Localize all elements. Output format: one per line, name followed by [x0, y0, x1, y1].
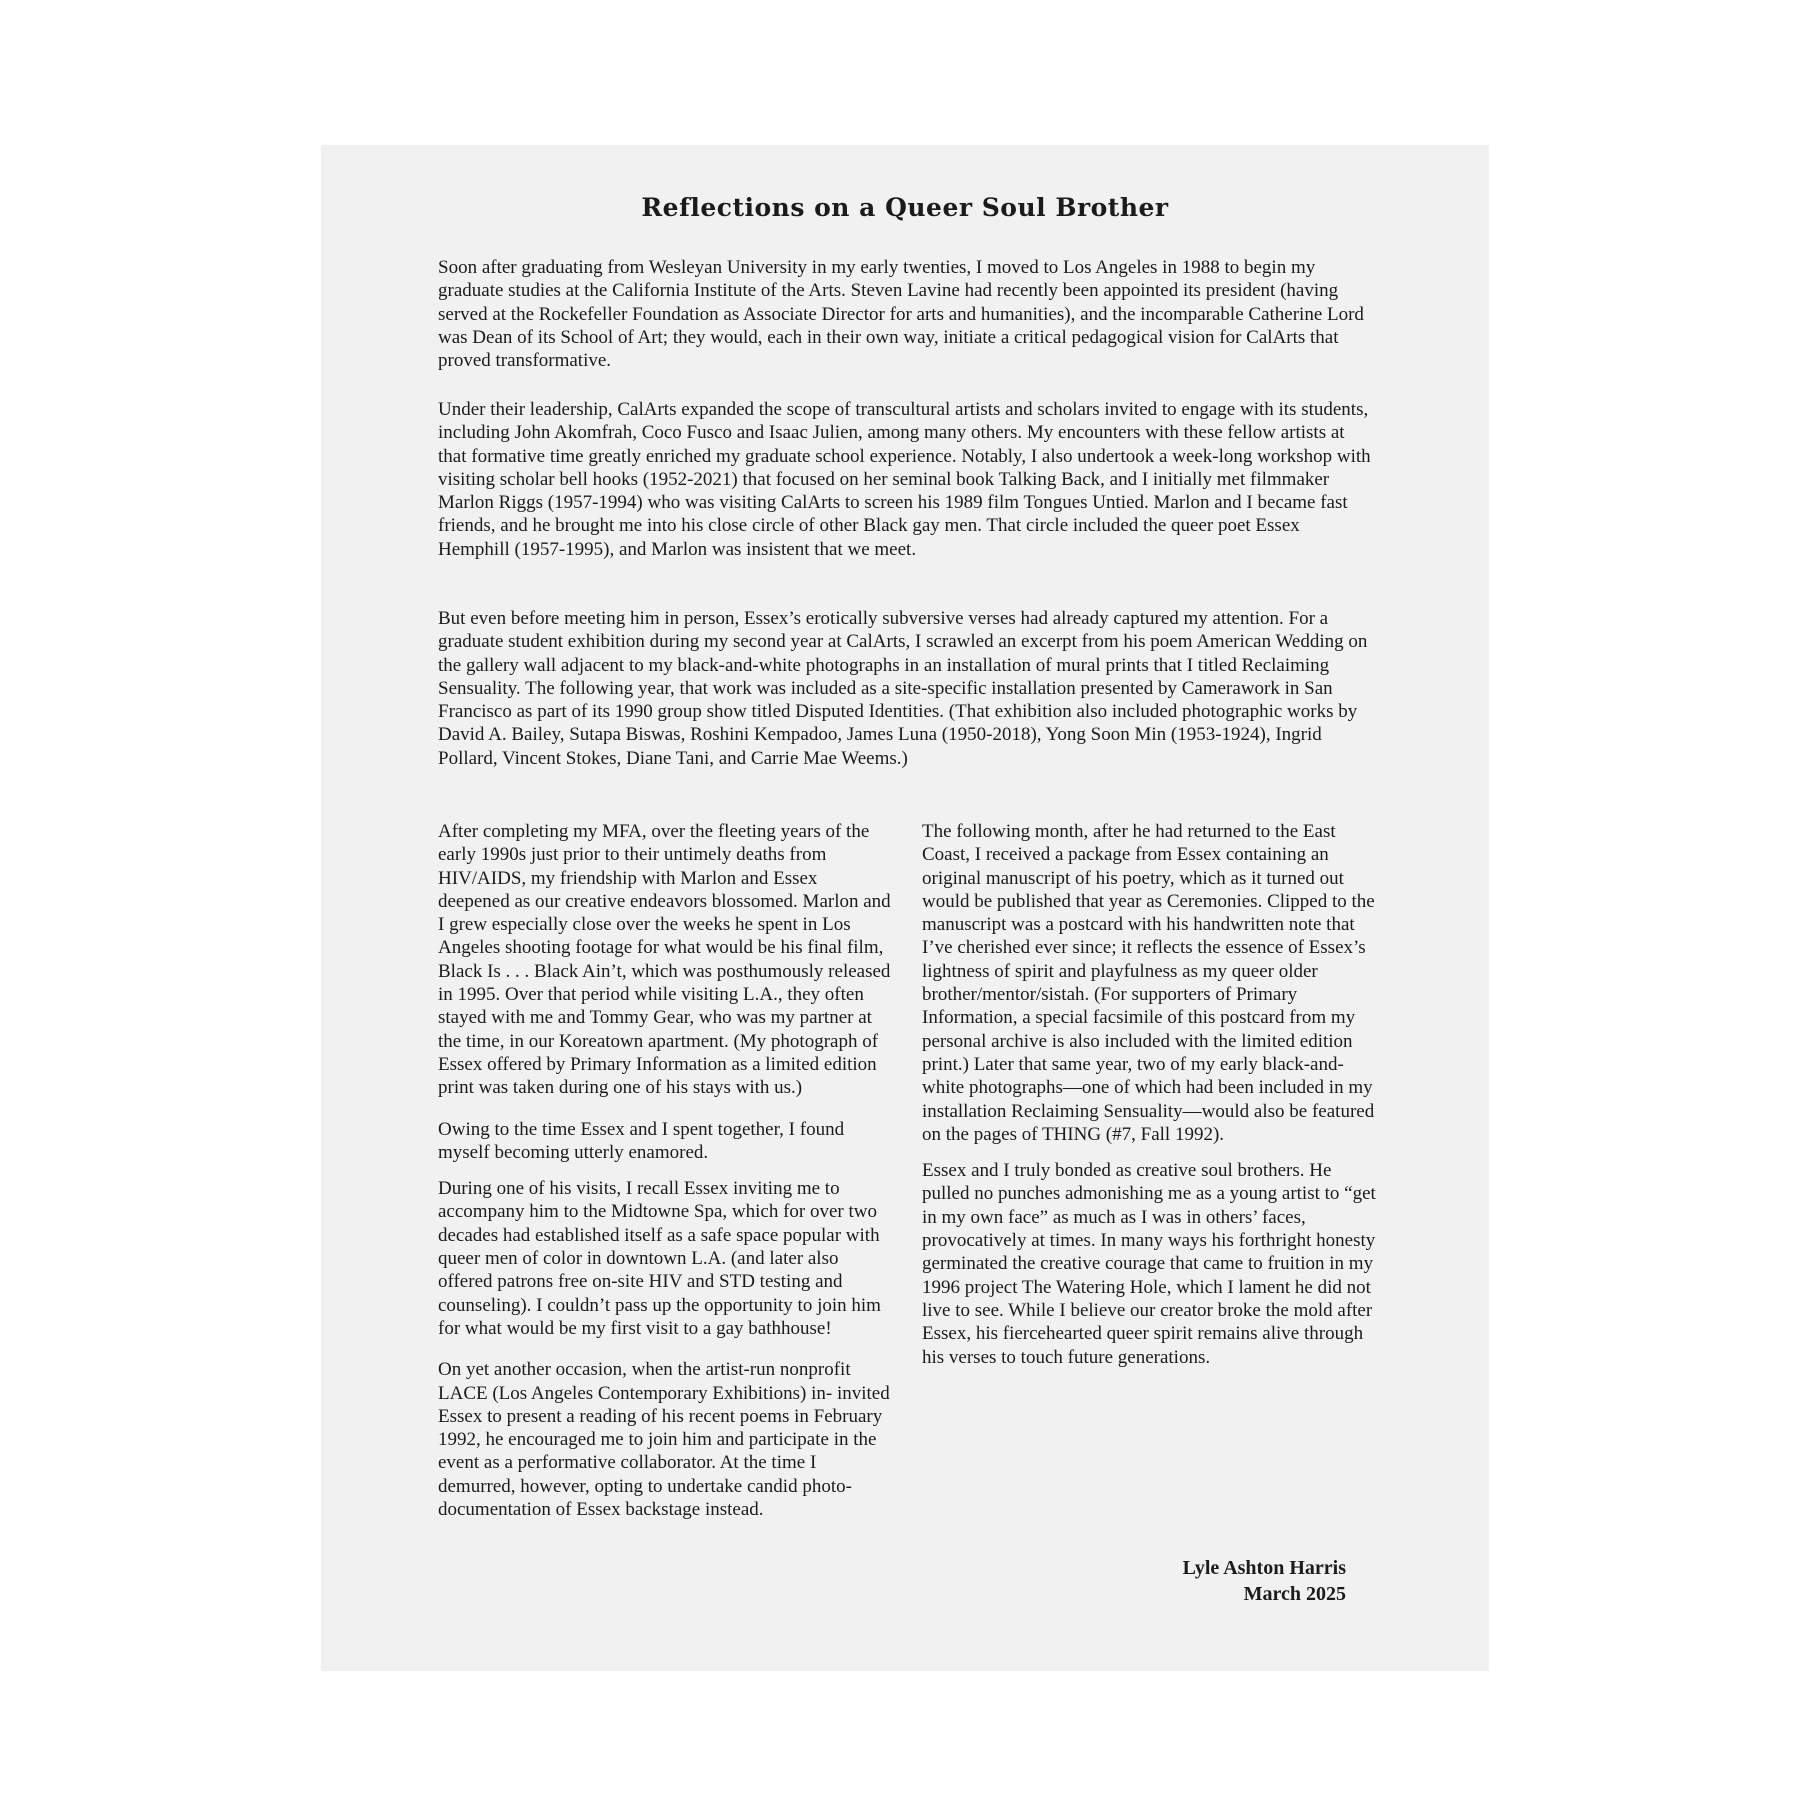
intro-paragraph-2: Under their leadership, CalArts expanded the scope of transcultural artists and scholars invited to engage with its students, including John Akomfrah, Coco Fusco and Isaac Julien, among many others. My encounters with these fellow artists at that formative time greatly enriched my graduate school experience. Notably, I also undertook a week-long workshop with visiting scholar bell hooks (1952-2021) that focused on her seminal book Talking Back, and I initially met filmmaker Marlon Riggs (1957-1994) who was visiting CalArts to screen his 1989 film Tongues Untied. Marlon and I became fast friends, and he brought me into his close circle of other Black gay men. That circle included the queer poet Essex Hemphill (1957-1995), and Marlon was insistent that we meet.: [438, 399, 1371, 560]
left-paragraph-4: On yet another occasion, when the artist-run nonprofit LACE (Los Angeles Contemporary Exhibitions) in- invited Essex to present a reading of his recent poems in February 1992, he encouraged me to join him and participate in the event as a performative collaborator. At the time I demurred, however, opting to undertake candid photo-documentation of Essex backstage instead.: [438, 1359, 890, 1521]
right-column: [922, 820, 1377, 1369]
signature-date: March 2025: [1243, 1583, 1346, 1605]
document-page: [321, 145, 1489, 1671]
right-paragraph-1: The following month, after he had returned to the East Coast, I received a package from Essex containing an original manuscript of his poetry, which as it turned out would be published that year as Ceremonies. Clipped to the manuscript was a postcard with his handwritten note that I’ve cherished ever since; it reflects the essence of Essex’s lightness of spirit and playfulness as my queer older brother/mentor/sistah. (For supporters of Primary Information, a special facsimile of this postcard from my personal archive is also included with the limited edition print.) Later that same year, two of my early black-and-white photographs—one of which had been included in my installation Reclaiming Sensuality—would also be featured on the pages of THING (#7, Fall 1992).: [922, 821, 1375, 1145]
left-column: [438, 820, 893, 1521]
left-paragraph-2: Owing to the time Essex and I spent together, I found myself becoming utterly enamored.: [438, 1118, 845, 1163]
intro-paragraph-3: But even before meeting him in person, Essex’s erotically subversive verses had already captured my attention. For a graduate student exhibition during my second year at CalArts, I scrawled an excerpt from his poem American Wedding on the gallery wall adjacent to my black-and-white photographs in an installation of mural prints that I titled Reclaiming Sensuality. The following year, that work was included as a site-specific installation presented by Camerawork in San Francisco as part of its 1990 group show titled Disputed Identities. (That exhibition also included photographic works by David A. Bailey, Sutapa Biswas, Roshini Kempadoo, James Luna (1950-2018), Yong Soon Min (1953-1924), Ingrid Pollard, Vincent Stokes, Diane Tani, and Carrie Mae Weems.): [438, 608, 1368, 769]
signature-block: [1183, 1555, 1346, 1607]
left-paragraph-3: During one of his visits, I recall Essex inviting me to accompany him to the Midtowne Spa, which for over two decades had established itself as a safe space popular with queer men of color in downtown L.A. (and later also offered patrons free on-site HIV and STD testing and counseling). I couldn’t pass up the opportunity to join him for what would be my first visit to a gay bathhouse!: [438, 1178, 881, 1339]
document-title: Reflections on a Queer Soul Brother: [641, 193, 1169, 222]
left-paragraph-1: After completing my MFA, over the fleeting years of the early 1990s just prior to their untimely deaths from HIV/AIDS, my friendship with Marlon and Essex deepened as our creative endeavors blossomed. Marlon and I grew especially close over the weeks he spent in Los Angeles shooting footage for what would be his final film, Black Is . . . Black Ain’t, which was posthumously released in 1995. Over that period while visiting L.A., they often stayed with me and Tommy Gear, who was my partner at the time, in our Koreatown apartment. (My photograph of Essex offered by Primary Information as a limited edition print was taken during one of his stays with us.): [438, 821, 891, 1099]
author-name: Lyle Ashton Harris: [1182, 1557, 1346, 1579]
right-paragraph-2: Essex and I truly bonded as creative soul brothers. He pulled no punches admonishing me as a young artist to “get in my own face” as much as I was in others’ faces, provocatively at times. In many ways his forthright honesty germinated the creative courage that came to fruition in my 1996 project The Watering Hole, which I lament he did not live to see. While I believe our creator broke the mold after Essex, his fiercehearted queer spirit remains alive through his verses to touch future generations.: [922, 1160, 1376, 1368]
intro-paragraph-1: Soon after graduating from Wesleyan University in my early twenties, I moved to Los Angeles in 1988 to begin my graduate studies at the California Institute of the Arts. Steven Lavine had recently been appointed its president (having served at the Rockefeller Foundation as Associate Director for arts and humanities), and the incomparable Catherine Lord was Dean of its School of Art; they would, each in their own way, initiate a critical pedagogical vision for CalArts that proved transformative.: [438, 257, 1364, 372]
